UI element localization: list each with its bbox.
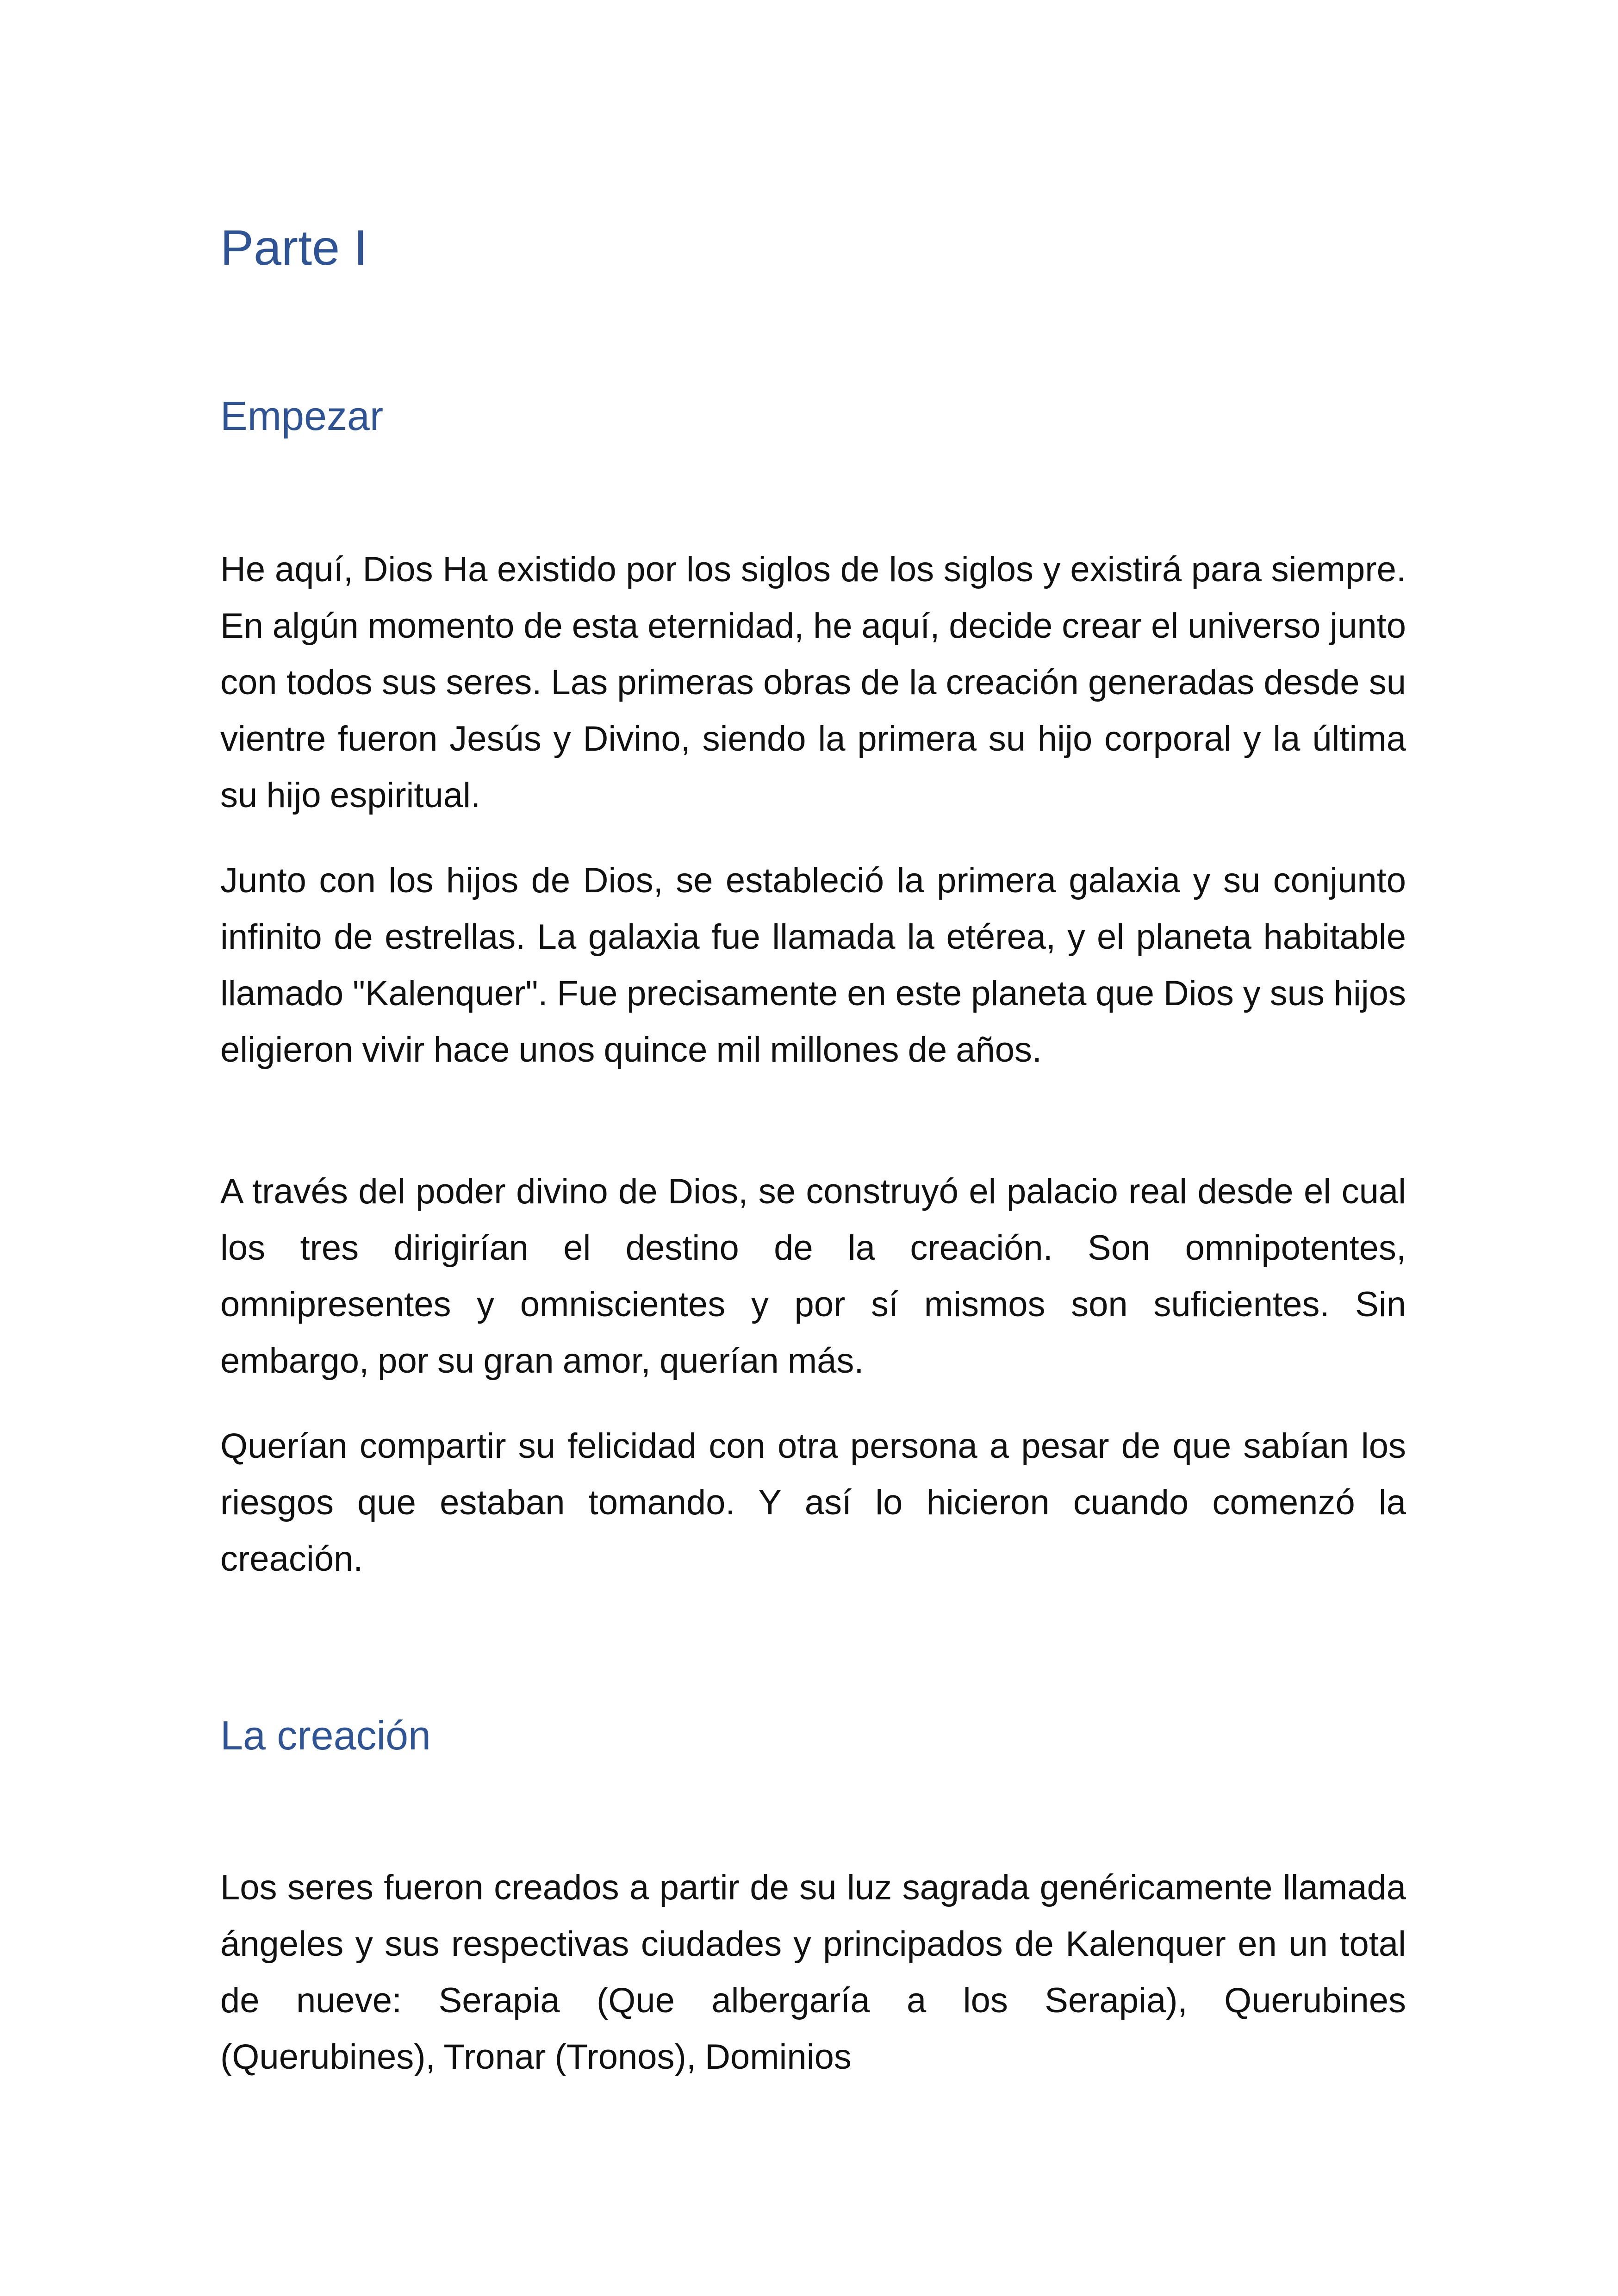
section-heading-empezar: Empezar	[220, 393, 384, 439]
part-title: Parte I	[220, 219, 368, 275]
paragraph: He aquí, Dios Ha existido por los siglos de los siglos y existirá para siempre. En algún momento de esta eternidad, he aquí, decide crear el universo junto con todos sus seres. Las primeras obras de la creación generadas desde su vientre fueron Jesús y Divino, siendo la primera su hijo corporal y la última su hijo espiritual.	[220, 550, 1406, 815]
section-heading-la-creacion: La creación	[220, 1712, 431, 1758]
paragraph: Junto con los hijos de Dios, se estableció la primera galaxia y su conjunto infinito de estrellas. La galaxia fue llamada la etérea, y el planeta habitable llamado "Kalenquer". Fue precisamente en este planeta que Dios y sus hijos eligieron vivir hace unos quince mil millones de años.	[220, 861, 1406, 1070]
paragraph: Querían compartir su felicidad con otra persona a pesar de que sabían los riesgos que estaban tomando. Y así lo hicieron cuando comenzó la creación.	[220, 1426, 1406, 1579]
paragraph: A través del poder divino de Dios, se construyó el palacio real desde el cual los tres dirigirían el destino de la creación. Son omnipotentes, omnipresentes y omniscientes y por sí mismos son suficientes. Sin embargo, por su gran amor, querían más.	[220, 1172, 1406, 1381]
paragraph: Los seres fueron creados a partir de su luz sagrada genéricamente llamada ángeles y sus respectivas ciudades y principados de Kalenquer en un total de nueve: Serapia (Que albergaría a los Serapia), Querubines (Querubines), Tronar (Tronos), Dominios	[220, 1868, 1406, 2077]
